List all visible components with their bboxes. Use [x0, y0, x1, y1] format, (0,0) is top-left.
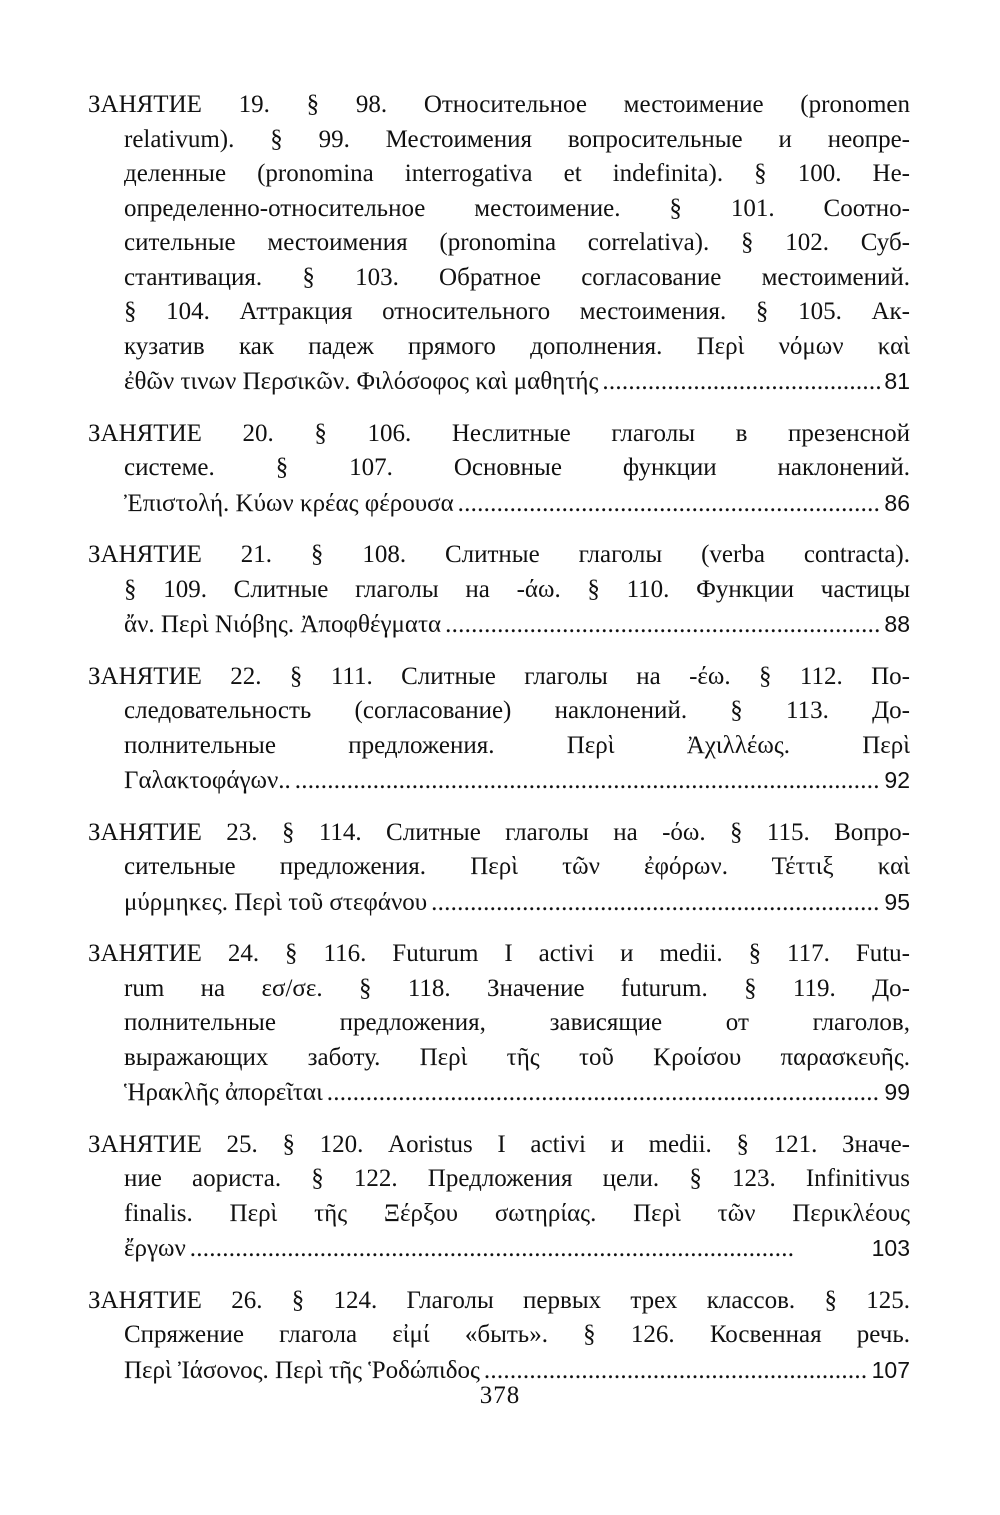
entry-page-number: 81	[884, 368, 910, 394]
toc-entry-lesson-19	[88, 88, 910, 399]
entry-line: сительные предложения. Περὶ τῶν ἐφόρων. Τέττιξ καὶ	[124, 853, 910, 880]
dot-leader	[327, 1076, 881, 1110]
dot-leader	[458, 487, 881, 521]
entry-line: ЗАНЯТИЕ 25. § 120. Aoristus I activi и medii. § 121. Значе-	[88, 1130, 910, 1158]
toc-entry-lesson-22	[88, 660, 910, 798]
entry-page-number: 107	[871, 1356, 910, 1383]
entry-last-text: μύρμηκες. Περὶ τοῦ στεφάνου	[124, 888, 428, 916]
entry-line: полнительные предложения, зависящие от глаголов,	[124, 1009, 910, 1036]
entry-line: § 109. Слитные глаголы на -άω. § 110. Функции частицы	[124, 575, 910, 603]
page-number: 378	[479, 1382, 521, 1409]
entry-last-line	[88, 763, 910, 798]
entry-last-line	[88, 607, 910, 642]
entry-line: следовательность (согласование) наклонений. § 113. До-	[124, 697, 910, 724]
toc-entry-lesson-26	[88, 1284, 910, 1388]
entry-line: rum на εσ/σε. § 118. Значение futurum. § 119. До-	[124, 974, 910, 1002]
entry-line: системе. § 107. Основные функции наклонений.	[124, 454, 910, 481]
entry-page-number: 95	[884, 888, 910, 915]
entry-last-text: ἐθῶν τινων Περσικῶν. Φιλόσοφος καὶ μαθητής	[124, 368, 599, 395]
toc-entry-lesson-24	[88, 937, 910, 1110]
entry-page-number: 86	[884, 489, 910, 516]
entry-line: ЗАНЯТИЕ 23. § 114. Слитные глаголы на -όω. § 115. Вопро-	[88, 818, 910, 846]
entry-line: ЗАНЯТИЕ 26. § 124. Глаголы первых трех классов. § 125.	[88, 1286, 910, 1314]
entry-line: ние аориста. § 122. Предложения цели. § 123. Infinitivus	[124, 1165, 910, 1192]
entry-last-text: ἄν. Περὶ Νιόβης. Ἀποφθέγματα	[124, 611, 442, 638]
entry-line: ЗАНЯТИЕ 19. § 98. Относительное местоимение (pronomen	[88, 91, 910, 118]
entry-last-text: Γαλακτοφάγων..	[124, 767, 291, 794]
entry-last-line	[88, 364, 910, 399]
entry-last-line	[88, 1231, 910, 1266]
entry-last-line	[88, 885, 910, 920]
entry-last-line	[88, 486, 910, 521]
toc-entry-lesson-25	[88, 1128, 910, 1266]
entry-line: выражающих заботу. Περὶ τῆς τοῦ Κροίσου παρασκευῆς.	[124, 1043, 910, 1071]
entry-line: сительные местоимения (pronomina correlativa). § 102. Суб-	[124, 229, 910, 256]
entry-page-number: 88	[884, 611, 910, 637]
entry-line: ЗАНЯТИЕ 20. § 106. Неслитные глаголы в презенсной	[88, 419, 910, 447]
entry-line: определенно-относительное местоимение. § 101. Соотно-	[124, 194, 910, 222]
dot-leader	[431, 886, 880, 920]
table-of-contents	[88, 88, 910, 1405]
entry-last-line	[88, 1075, 910, 1110]
entry-line: ЗАНЯТИЕ 21. § 108. Слитные глаголы (verba contracta).	[88, 541, 910, 568]
entry-line: finalis. Περὶ τῆς Ξέρξου σωτηρίας. Περὶ τῶν Περικλέους	[124, 1199, 910, 1227]
entry-line: ЗАНЯТИЕ 22. § 111. Слитные глаголы на -έω. § 112. По-	[88, 662, 910, 690]
entry-line: § 104. Аттракция относительного местоимения. § 105. Ак-	[124, 298, 910, 325]
toc-entry-lesson-21	[88, 538, 910, 642]
toc-entry-lesson-20	[88, 417, 910, 521]
entry-line: полнительные предложения. Περὶ Ἀχιλλέως. Περὶ	[124, 731, 910, 759]
dot-leader	[190, 1232, 868, 1266]
entry-line: кузатив как падеж прямого дополнения. Περὶ νόμων καὶ	[124, 332, 910, 360]
entry-line: relativum). § 99. Местоимения вопросительные и неопре-	[124, 125, 910, 153]
entry-last-text: Περὶ Ἰάσονος. Περὶ τῆς Ῥοδώπιδος	[124, 1356, 480, 1384]
dot-leader	[295, 764, 881, 798]
toc-entry-lesson-23	[88, 816, 910, 920]
entry-page-number: 99	[884, 1079, 910, 1105]
entry-last-text: Ἡρακλῆς ἀπορεῖται	[124, 1079, 323, 1106]
entry-page-number: 92	[884, 767, 910, 793]
dot-leader	[602, 365, 880, 399]
entry-line: стантивация. § 103. Обратное согласование местоимений.	[124, 263, 910, 291]
entry-line: ЗАНЯТИЕ 24. § 116. Futurum I activi и medii. § 117. Futu-	[88, 940, 910, 967]
entry-page-number: 103	[871, 1235, 910, 1261]
dot-leader	[445, 608, 880, 642]
entry-line: деленные (pronomina interrogativa et indefinita). § 100. Не-	[124, 160, 910, 187]
entry-last-text: ἔργων	[124, 1235, 186, 1262]
entry-last-text: Ἐπιστολή. Κύων κρέας φέρουσα	[124, 489, 454, 517]
entry-line: Спряжение глагола εἰμί «быть». § 126. Косвенная речь.	[124, 1321, 910, 1348]
